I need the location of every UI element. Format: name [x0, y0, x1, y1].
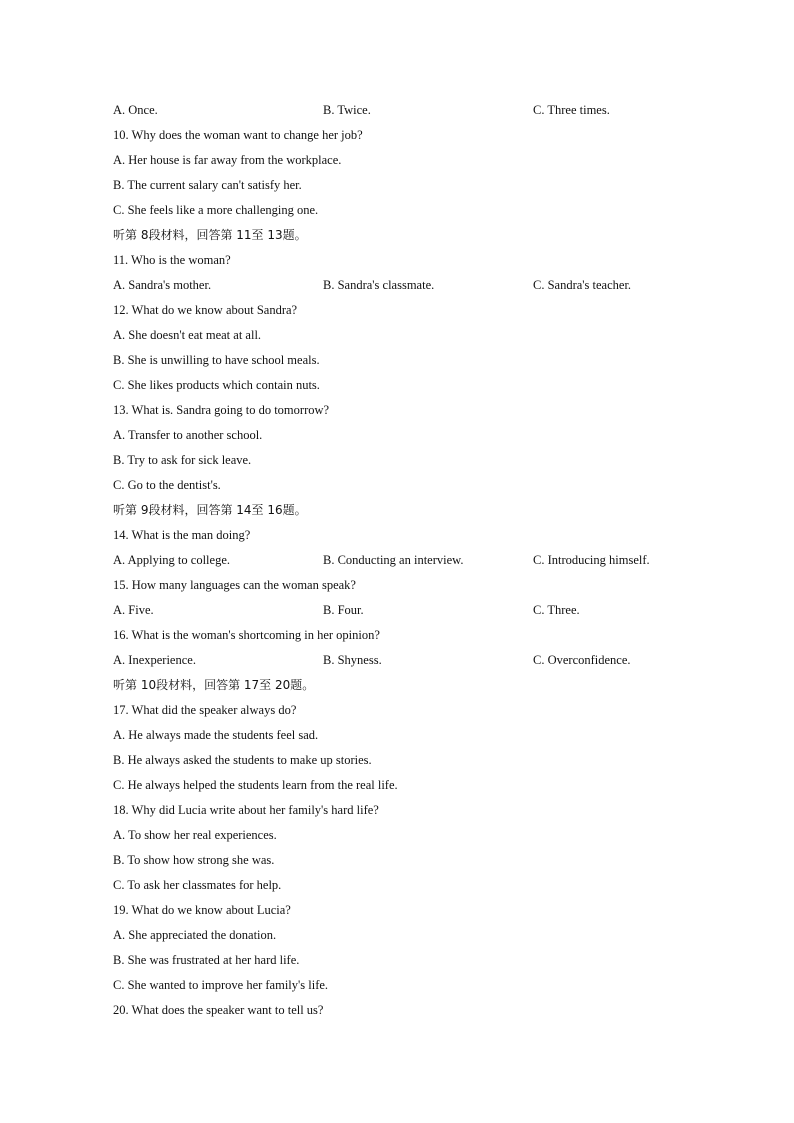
question-line: 12. What do we know about Sandra? — [113, 303, 298, 317]
option-row — [113, 598, 713, 623]
question-line: 16. What is the woman's shortcoming in her opinion? — [113, 628, 380, 642]
option-row — [113, 548, 713, 573]
question-line: 10. Why does the woman want to change her job? — [113, 128, 363, 142]
question-line: 13. What is. Sandra going to do tomorrow? — [113, 403, 330, 417]
exam-page — [113, 98, 713, 1023]
question-line: A. She appreciated the donation. — [113, 928, 277, 942]
question-line: A. Transfer to another school. — [113, 428, 263, 442]
option-a: A. Five. — [113, 603, 154, 617]
question-line: A. He always made the students feel sad. — [113, 728, 319, 742]
option-b: B. Shyness. — [323, 653, 382, 667]
question-line: C. To ask her classmates for help. — [113, 878, 282, 892]
question-line: C. She feels like a more challenging one. — [113, 203, 319, 217]
question-line: B. She was frustrated at her hard life. — [113, 953, 300, 967]
question-line: 20. What does the speaker want to tell us? — [113, 1003, 324, 1017]
question-line: B. Try to ask for sick leave. — [113, 453, 252, 467]
question-line: 19. What do we know about Lucia? — [113, 903, 291, 917]
question-line: C. Go to the dentist's. — [113, 478, 221, 492]
question-line: 15. How many languages can the woman speak? — [113, 578, 356, 592]
question-line: B. To show how strong she was. — [113, 853, 275, 867]
option-a: A. Once. — [113, 103, 158, 117]
question-line: C. He always helped the students learn from the real life. — [113, 778, 398, 792]
question-line: C. She likes products which contain nuts. — [113, 378, 320, 392]
option-b: B. Twice. — [323, 103, 371, 117]
option-c: C. Three times. — [533, 103, 610, 117]
option-row — [113, 273, 713, 298]
option-c: C. Sandra's teacher. — [533, 278, 632, 292]
question-line: A. To show her real experiences. — [113, 828, 277, 842]
option-a: A. Inexperience. — [113, 653, 196, 667]
question-line: B. She is unwilling to have school meals. — [113, 353, 320, 367]
question-line: 11. Who is the woman? — [113, 253, 231, 267]
option-b: B. Conducting an interview. — [323, 553, 464, 567]
option-b: B. Sandra's classmate. — [323, 278, 435, 292]
question-line: B. The current salary can't satisfy her. — [113, 178, 302, 192]
section-heading: 听第 10段材料，回答第 17至 20题。 — [113, 678, 315, 692]
question-line: 17. What did the speaker always do? — [113, 703, 297, 717]
option-row — [113, 98, 713, 123]
section-heading: 听第 8段材料，回答第 11至 13题。 — [113, 228, 307, 242]
option-row — [113, 648, 713, 673]
question-line: 18. Why did Lucia write about her family's hard life? — [113, 803, 379, 817]
question-line: 14. What is the man doing? — [113, 528, 251, 542]
section-heading: 听第 9段材料，回答第 14至 16题。 — [113, 503, 307, 517]
question-line: A. Her house is far away from the workplace. — [113, 153, 342, 167]
question-line: C. She wanted to improve her family's life. — [113, 978, 329, 992]
option-c: C. Three. — [533, 603, 580, 617]
option-c: C. Introducing himself. — [533, 553, 650, 567]
option-b: B. Four. — [323, 603, 364, 617]
option-a: A. Applying to college. — [113, 553, 230, 567]
question-line: A. She doesn't eat meat at all. — [113, 328, 262, 342]
option-a: A. Sandra's mother. — [113, 278, 212, 292]
option-c: C. Overconfidence. — [533, 653, 631, 667]
question-line: B. He always asked the students to make up stories. — [113, 753, 372, 767]
